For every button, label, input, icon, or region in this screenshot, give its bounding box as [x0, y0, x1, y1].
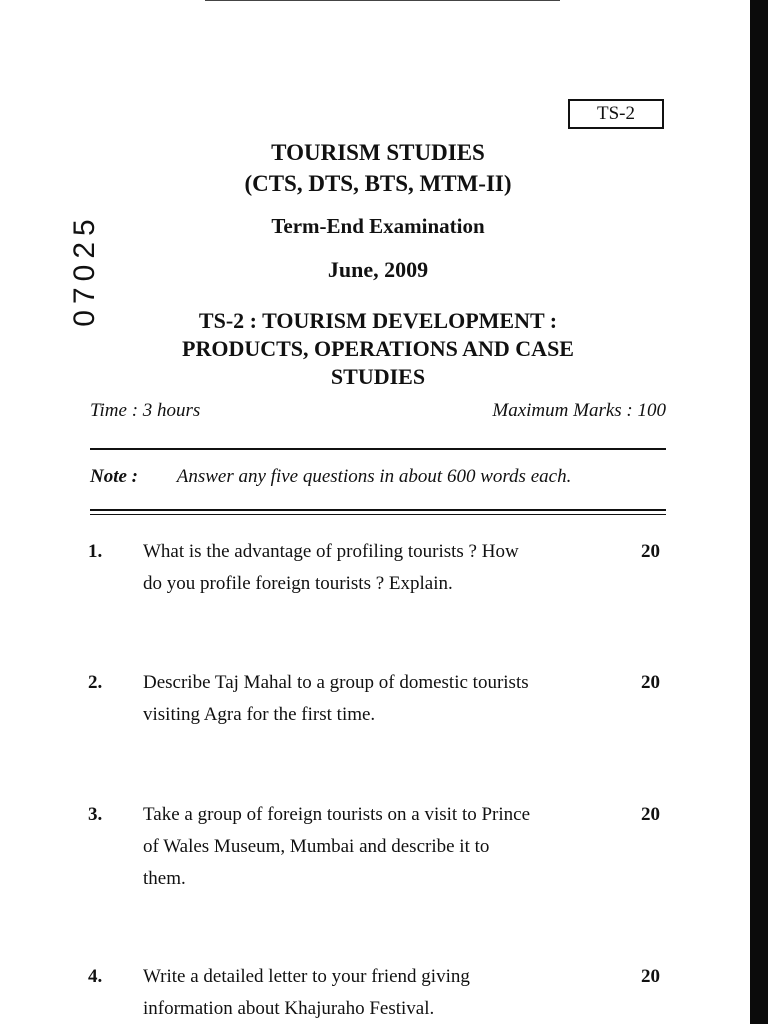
note-text: Answer any five questions in about 600 words each. — [176, 466, 572, 487]
question-line: Describe Taj Mahal to a group of domestic tourists — [143, 672, 529, 693]
divider-rule — [90, 448, 666, 450]
instructions-note — [90, 466, 666, 488]
paper-code-box: TS-2 — [568, 99, 664, 129]
scan-edge-shadow — [750, 0, 768, 1024]
course-title — [90, 307, 666, 391]
course-title-line: TS-2 : TOURISM DEVELOPMENT : — [198, 308, 558, 333]
title-subject: TOURISM STUDIES — [271, 140, 485, 165]
note-label: Note : — [90, 466, 139, 487]
question-line: them. — [143, 868, 186, 889]
question-line: What is the advantage of profiling tourists ? How — [143, 541, 519, 562]
question-marks: 20 — [641, 672, 660, 693]
question-line: information about Khajuraho Festival. — [143, 998, 435, 1019]
question-line: Take a group of foreign tourists on a visit to Prince — [143, 804, 531, 825]
top-scan-line — [205, 0, 560, 1]
question-text — [143, 961, 613, 1025]
question-text — [143, 536, 613, 600]
question-line: Write a detailed letter to your friend giving — [143, 966, 470, 987]
side-serial-number: 07025 — [68, 213, 101, 327]
course-title-line: STUDIES — [330, 364, 426, 389]
question-text — [143, 799, 613, 895]
question-number: 4. — [88, 966, 103, 987]
maximum-marks: Maximum Marks : 100 — [492, 400, 666, 421]
exam-name: Term-End Examination — [271, 214, 485, 238]
divider-rule — [90, 514, 666, 515]
question-text — [143, 667, 613, 731]
question-marks: 20 — [641, 966, 660, 987]
exam-session: June, 2009 — [327, 257, 429, 282]
title-programmes: (CTS, DTS, BTS, MTM-II) — [244, 171, 512, 196]
course-title-line: PRODUCTS, OPERATIONS AND CASE — [182, 336, 574, 361]
question-number: 1. — [88, 541, 103, 562]
question-line: of Wales Museum, Mumbai and describe it to — [143, 836, 490, 857]
time-marks-row — [90, 400, 666, 422]
divider-rule — [90, 509, 666, 511]
question-number: 3. — [88, 804, 103, 825]
time-allowed: Time : 3 hours — [90, 400, 201, 421]
question-marks: 20 — [641, 804, 660, 825]
question-line: do you profile foreign tourists ? Explain. — [143, 573, 453, 594]
question-marks: 20 — [641, 541, 660, 562]
question-number: 2. — [88, 672, 103, 693]
question-line: visiting Agra for the first time. — [143, 704, 376, 725]
